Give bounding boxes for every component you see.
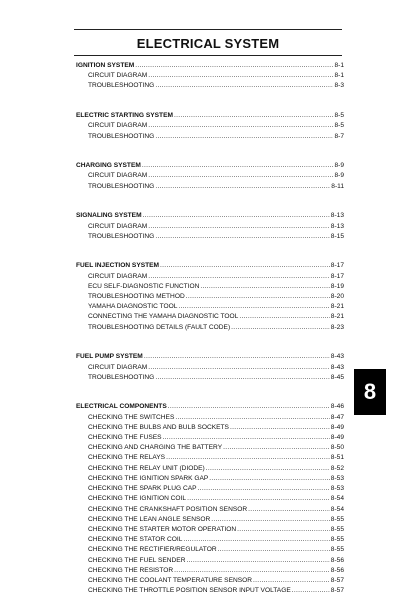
- toc-item[interactable]: [76, 312, 344, 322]
- toc-item-page: 8-56: [330, 556, 344, 564]
- toc-item[interactable]: [76, 323, 344, 333]
- dot-leader: [237, 525, 330, 535]
- dot-leader: [211, 515, 330, 525]
- dot-leader: [200, 282, 329, 292]
- dot-leader: [166, 453, 330, 463]
- dot-leader: [143, 211, 330, 221]
- toc-item-page: 8-49: [330, 434, 344, 442]
- dot-leader: [174, 111, 334, 121]
- toc-item-page: 8-23: [330, 323, 344, 331]
- toc-item-label: CIRCUIT DIAGRAM: [88, 72, 148, 80]
- toc-heading[interactable]: [76, 352, 344, 362]
- toc-item[interactable]: [76, 556, 344, 566]
- toc-item[interactable]: [76, 282, 344, 292]
- toc-item-page: 8-57: [330, 576, 344, 584]
- dot-leader: [155, 81, 333, 91]
- toc-item[interactable]: [76, 292, 344, 302]
- toc-item-page: 8-17: [330, 272, 344, 280]
- toc-section: [76, 61, 344, 92]
- toc-heading-label: ELECTRIC STARTING SYSTEM: [76, 112, 173, 120]
- dot-leader: [155, 132, 333, 142]
- chapter-tab: 8: [354, 369, 386, 415]
- dot-leader: [148, 363, 330, 373]
- toc-item-label: CIRCUIT DIAGRAM: [88, 272, 148, 280]
- toc-item-page: 8-20: [330, 293, 344, 301]
- toc-item-page: 8-55: [330, 546, 344, 554]
- dot-leader: [218, 545, 330, 555]
- dot-leader: [231, 323, 330, 333]
- toc-heading-label: IGNITION SYSTEM: [76, 62, 135, 69]
- toc-heading[interactable]: [76, 111, 344, 121]
- toc-item[interactable]: [76, 433, 344, 443]
- dot-leader: [239, 312, 329, 322]
- toc-item-page: 8-50: [330, 444, 344, 452]
- toc-item[interactable]: [76, 302, 344, 312]
- dot-leader: [186, 556, 329, 566]
- toc-item[interactable]: [76, 484, 344, 494]
- toc-item-label: CIRCUIT DIAGRAM: [88, 222, 148, 230]
- toc-section: [76, 261, 344, 332]
- toc-heading-label: FUEL PUMP SYSTEM: [76, 353, 143, 361]
- toc-item-page: 8-13: [330, 222, 344, 230]
- toc-heading[interactable]: [76, 402, 344, 412]
- dot-leader: [148, 272, 330, 282]
- toc-item-page: 8-55: [330, 536, 344, 544]
- toc-item-label: CIRCUIT DIAGRAM: [88, 122, 148, 130]
- title-bottom-rule: [74, 55, 342, 56]
- toc-item[interactable]: [76, 232, 344, 242]
- toc-item[interactable]: [76, 132, 344, 142]
- toc-item-page: 8-55: [330, 525, 344, 533]
- toc-item-label: CHECKING THE RELAYS: [88, 454, 166, 462]
- toc-item-page: 8-5: [334, 122, 344, 130]
- toc-item-page: 8-55: [330, 515, 344, 523]
- dot-leader: [148, 121, 333, 131]
- toc-item[interactable]: [76, 505, 344, 515]
- toc-item[interactable]: [76, 121, 344, 131]
- toc-item-label: CHECKING AND CHARGING THE BATTERY: [88, 444, 223, 452]
- toc-item-page: 8-15: [330, 232, 344, 240]
- toc-item[interactable]: [76, 566, 344, 576]
- toc-item-page: 8-53: [330, 485, 344, 493]
- dot-leader: [155, 232, 329, 242]
- toc-item-label: TROUBLESHOOTING DETAILS (FAULT CODE): [88, 323, 231, 331]
- toc-heading-page: 8-46: [330, 403, 344, 411]
- toc-item[interactable]: [76, 464, 344, 474]
- toc-item[interactable]: [76, 515, 344, 525]
- toc-item-label: TROUBLESHOOTING: [88, 373, 155, 381]
- toc-item[interactable]: [76, 272, 344, 282]
- toc-item[interactable]: [76, 576, 344, 586]
- dot-leader: [183, 535, 329, 545]
- toc-heading[interactable]: [76, 61, 344, 71]
- toc-item-page: 8-51: [330, 454, 344, 462]
- toc-item-label: CHECKING THE SPARK PLUG CAP: [88, 485, 197, 493]
- toc-item[interactable]: [76, 474, 344, 484]
- dot-leader: [292, 586, 330, 596]
- dot-leader: [198, 484, 330, 494]
- dot-leader: [168, 402, 330, 412]
- toc-item-label: CHECKING THE CRANKSHAFT POSITION SENSOR: [88, 505, 248, 513]
- toc-item[interactable]: [76, 453, 344, 463]
- toc-heading-page: 8-9: [334, 162, 344, 170]
- toc-item[interactable]: [76, 586, 344, 596]
- toc-item[interactable]: [76, 71, 344, 81]
- toc-item-label: CHECKING THE RECTIFIER/REGULATOR: [88, 546, 217, 554]
- toc-item-page: 8-7: [334, 132, 344, 140]
- dot-leader: [248, 505, 330, 515]
- toc-heading[interactable]: [76, 211, 344, 221]
- toc-item-label: ECU SELF-DIAGNOSTIC FUNCTION: [88, 282, 200, 290]
- toc-item-label: CHECKING THE THROTTLE POSITION SENSOR INPUT VOLTAGE: [88, 587, 291, 595]
- toc-item-label: CHECKING THE STATOR COIL: [88, 536, 183, 544]
- toc-item[interactable]: [76, 423, 344, 433]
- toc-heading-page: 8-5: [334, 112, 344, 120]
- toc-item[interactable]: [76, 545, 344, 555]
- toc-item-page: 8-21: [330, 313, 344, 321]
- toc-item-label: CHECKING THE IGNITION SPARK GAP: [88, 474, 209, 482]
- toc-heading-label: SIGNALING SYSTEM: [76, 212, 142, 220]
- toc-item-label: TROUBLESHOOTING: [88, 232, 155, 240]
- toc-section: [76, 352, 344, 383]
- toc-item-page: 8-52: [330, 464, 344, 472]
- toc-item-page: 8-11: [331, 182, 344, 190]
- dot-leader: [209, 474, 330, 484]
- dot-leader: [163, 433, 330, 443]
- toc-item-page: 8-1: [334, 72, 344, 80]
- toc-heading-page: 8-43: [330, 353, 344, 361]
- toc-heading-label: FUEL INJECTION SYSTEM: [76, 262, 160, 270]
- dot-leader: [178, 302, 329, 312]
- dot-leader: [186, 292, 330, 302]
- toc-heading[interactable]: [76, 161, 344, 171]
- toc-item-label: CONNECTING THE YAMAHA DIAGNOSTIC TOOL: [88, 313, 239, 321]
- toc-item[interactable]: [76, 535, 344, 545]
- toc-item-label: CHECKING THE RESISTOR: [88, 566, 174, 574]
- toc-item-label: CHECKING THE FUEL SENDER: [88, 556, 186, 564]
- dot-leader: [148, 71, 333, 81]
- dot-leader: [148, 222, 330, 232]
- toc-item[interactable]: [76, 373, 344, 383]
- toc-item-label: CHECKING THE BULBS AND BULB SOCKETS: [88, 423, 229, 431]
- toc-item-label: TROUBLESHOOTING: [88, 82, 155, 90]
- toc-item-page: 8-21: [330, 303, 344, 311]
- dot-leader: [187, 494, 330, 504]
- toc-heading[interactable]: [76, 261, 344, 271]
- toc-item-page: 8-49: [330, 423, 344, 431]
- dot-leader: [155, 182, 330, 192]
- toc-item-label: YAMAHA DIAGNOSTIC TOOL: [88, 303, 178, 311]
- toc-heading-page: 8-13: [330, 212, 344, 220]
- toc-section: [76, 111, 344, 142]
- table-of-contents: [76, 61, 344, 616]
- toc-item-page: 8-53: [330, 474, 344, 482]
- toc-item-page: 8-54: [330, 495, 344, 503]
- toc-item[interactable]: [76, 525, 344, 535]
- toc-item-page: 8-54: [330, 505, 344, 513]
- dot-leader: [160, 261, 330, 271]
- toc-item-page: 8-56: [330, 566, 344, 574]
- toc-item-label: CHECKING THE LEAN ANGLE SENSOR: [88, 515, 211, 523]
- title-top-rule: [74, 29, 342, 30]
- toc-item[interactable]: [76, 81, 344, 91]
- dot-leader: [174, 566, 330, 576]
- toc-item-page: 8-47: [330, 413, 344, 421]
- toc-section: [76, 161, 344, 192]
- toc-item[interactable]: [76, 222, 344, 232]
- toc-item-label: CHECKING THE COOLANT TEMPERATURE SENSOR: [88, 576, 253, 584]
- toc-item-label: CIRCUIT DIAGRAM: [88, 172, 148, 180]
- toc-item-page: 8-57: [330, 587, 344, 595]
- dot-leader: [148, 171, 333, 181]
- toc-item[interactable]: [76, 413, 344, 423]
- toc-item-label: TROUBLESHOOTING METHOD: [88, 293, 185, 301]
- dot-leader: [135, 61, 333, 71]
- toc-item-label: CHECKING THE FUSES: [88, 434, 162, 442]
- toc-item-page: 8-3: [334, 82, 344, 90]
- toc-item-label: CHECKING THE RELAY UNIT (DIODE): [88, 464, 205, 472]
- dot-leader: [230, 423, 330, 433]
- toc-heading-page: 8-17: [330, 262, 344, 270]
- dot-leader: [206, 464, 330, 474]
- toc-item[interactable]: [76, 494, 344, 504]
- toc-item-page: 8-43: [330, 363, 344, 371]
- toc-item[interactable]: [76, 363, 344, 373]
- toc-item-page: 8-19: [330, 282, 344, 290]
- toc-item-label: CIRCUIT DIAGRAM: [88, 363, 148, 371]
- page-title: ELECTRICAL SYSTEM: [136, 36, 280, 51]
- toc-item[interactable]: [76, 443, 344, 453]
- dot-leader: [155, 373, 329, 383]
- dot-leader: [223, 443, 330, 453]
- dot-leader: [144, 352, 330, 362]
- toc-heading-page: 8-1: [334, 62, 344, 69]
- dot-leader: [175, 413, 329, 423]
- toc-item-label: TROUBLESHOOTING: [88, 132, 155, 140]
- toc-section: [76, 402, 344, 596]
- toc-heading-label: CHARGING SYSTEM: [76, 162, 141, 170]
- dot-leader: [142, 161, 334, 171]
- toc-item[interactable]: [76, 171, 344, 181]
- toc-item-label: CHECKING THE IGNITION COIL: [88, 495, 187, 503]
- toc-item-label: TROUBLESHOOTING: [88, 182, 155, 190]
- toc-heading-label: ELECTRICAL COMPONENTS: [76, 403, 167, 411]
- dot-leader: [253, 576, 330, 586]
- toc-item[interactable]: [76, 182, 344, 192]
- toc-item-page: 8-9: [334, 172, 344, 180]
- toc-section: [76, 211, 344, 242]
- toc-item-label: CHECKING THE SWITCHES: [88, 413, 175, 421]
- toc-item-page: 8-45: [330, 373, 344, 381]
- toc-item-label: CHECKING THE STARTER MOTOR OPERATION: [88, 525, 237, 533]
